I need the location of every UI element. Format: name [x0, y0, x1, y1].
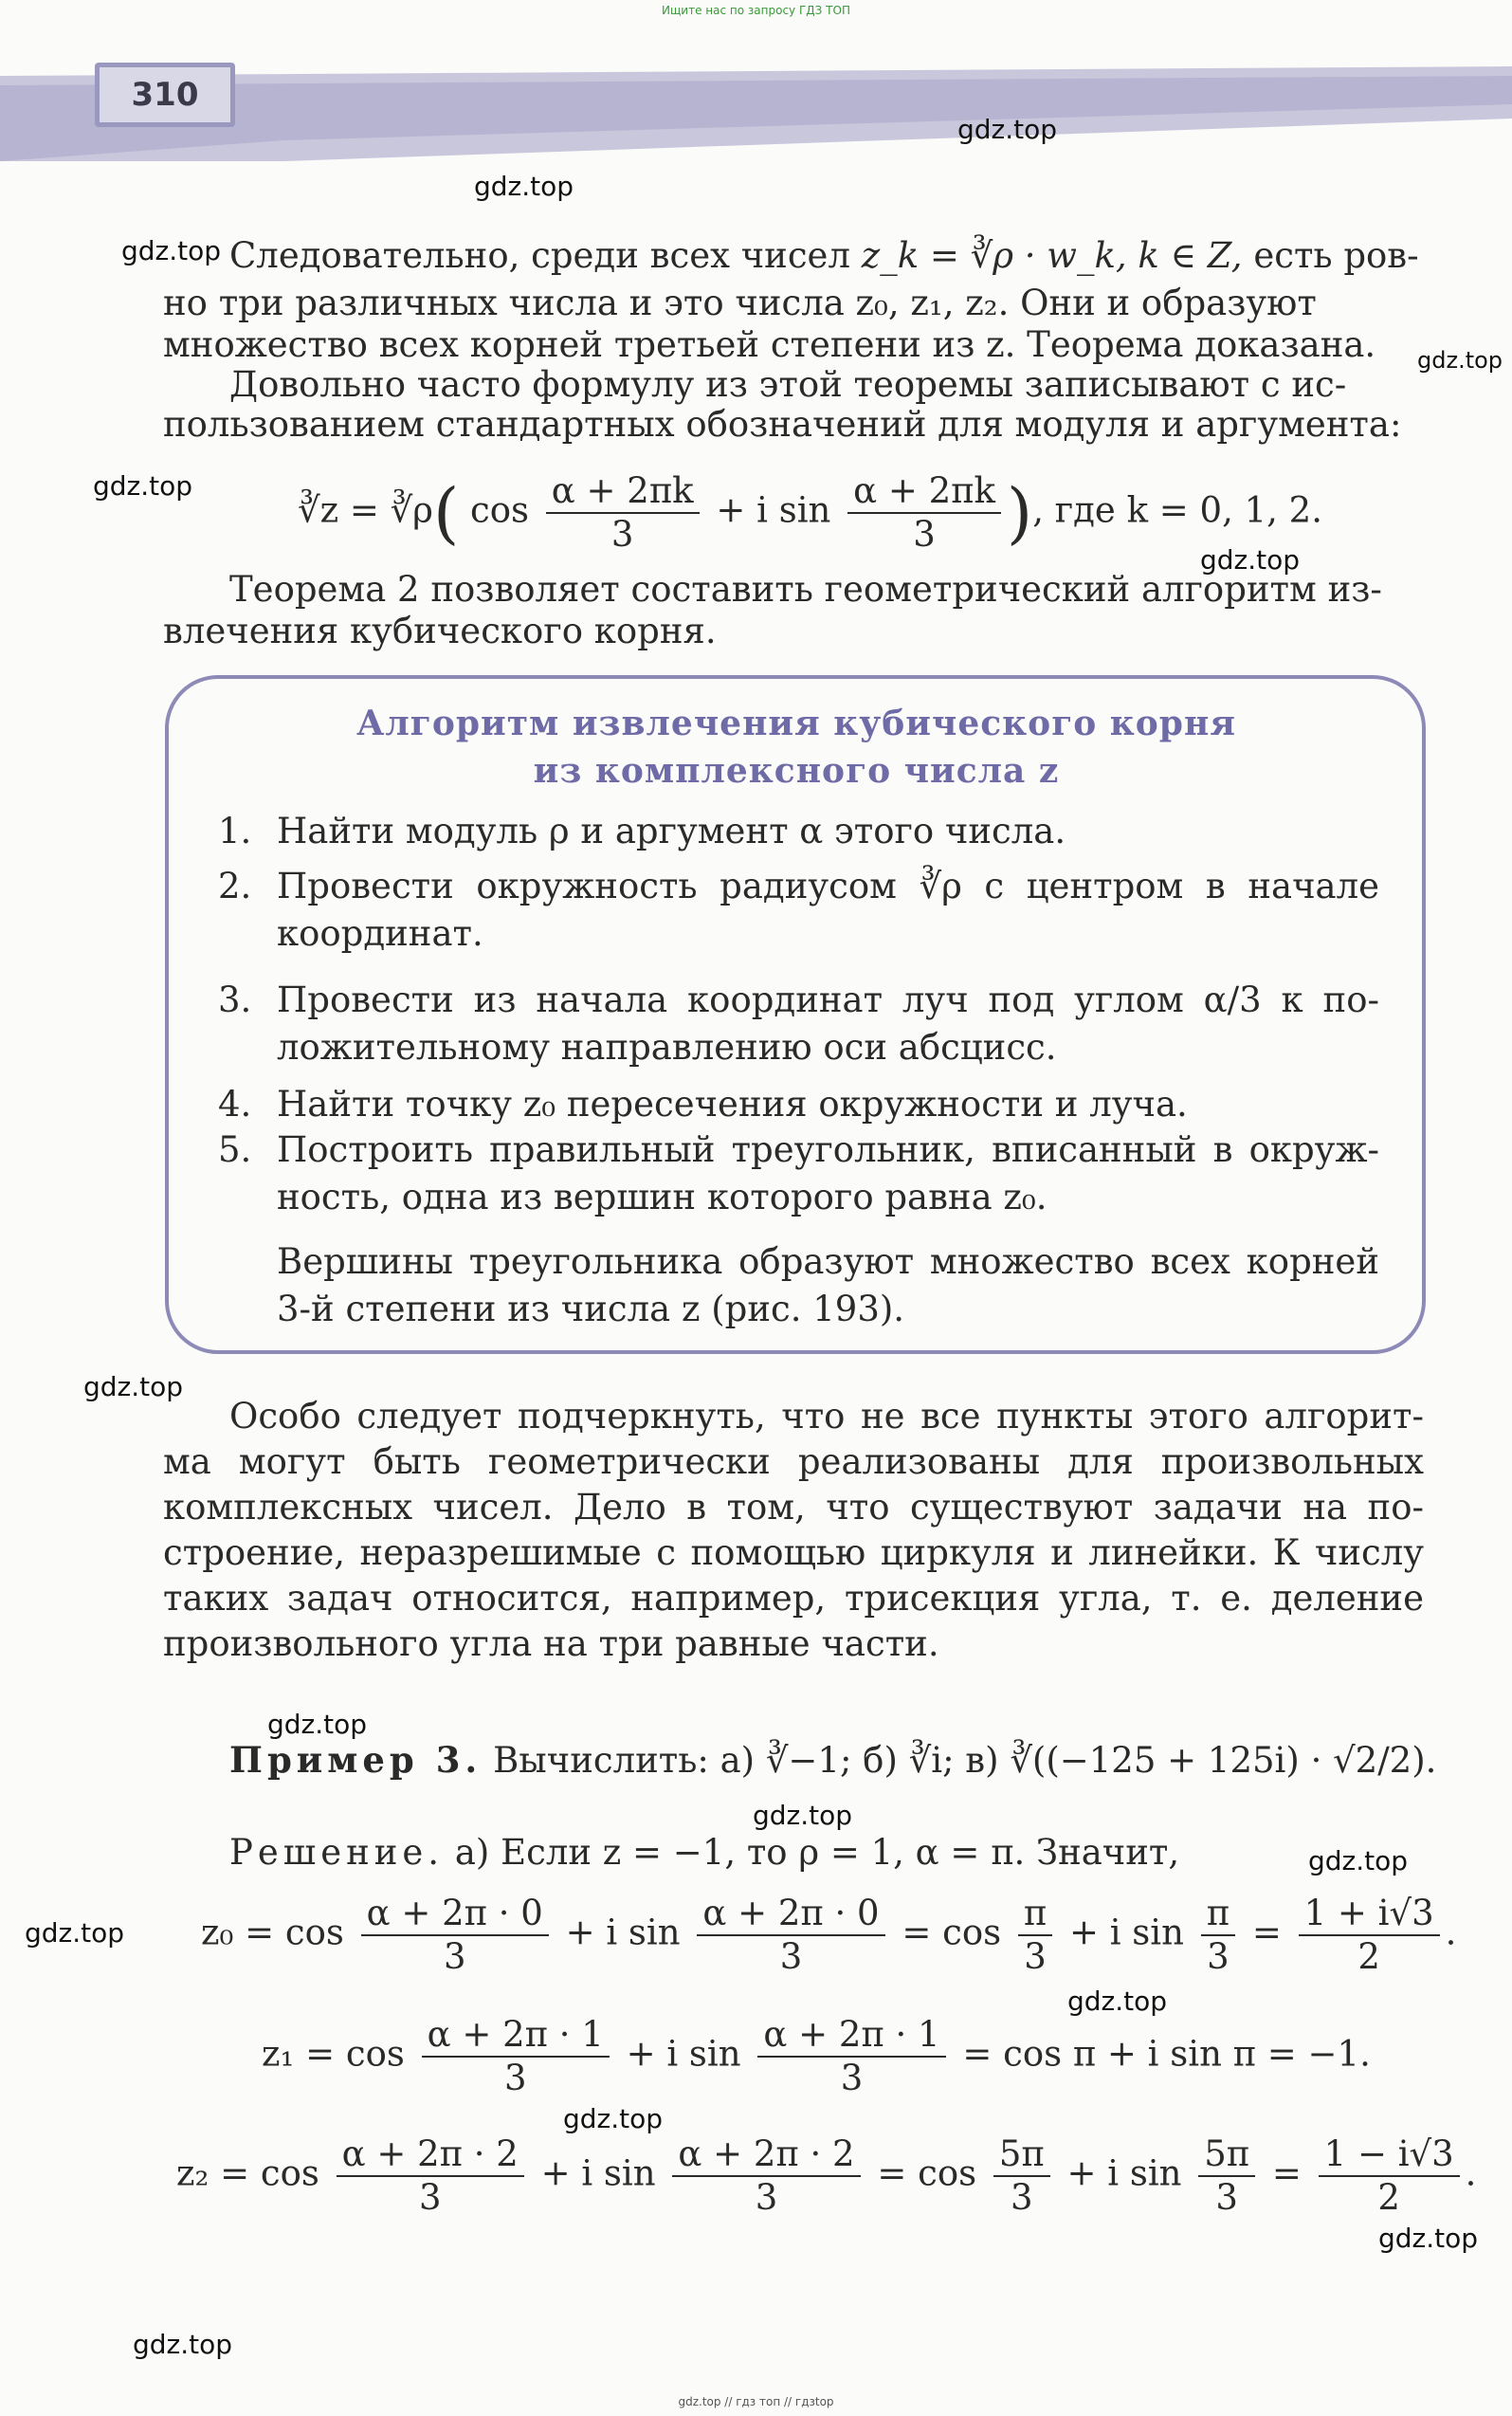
intro-line-1: Следовательно, среди всех чисел z_k = ∛ρ · w_k, k ∈ Z, есть ров- — [229, 235, 1419, 276]
intro-line-2: но три различных числа и это числа z₀, z₁, z₂. Они и образуют — [163, 283, 1317, 323]
watermark: gdz.top — [121, 235, 222, 266]
top-banner: Ищите нас по запросу ГДЗ ТОП — [662, 4, 850, 17]
bottom-banner: gdz.top // гдз топ // гдзtop — [678, 2395, 834, 2408]
cube-root-formula: ∛z = ∛ρ( cos $\frac{\alpha + 2\pi k}{3}$ + i sin $\frac{\alpha + 2\pi k}{3}$ ), где k = 0, 1, 2. — [298, 470, 1322, 555]
watermark: gdz.top — [1417, 347, 1503, 374]
watermark: gdz.top — [563, 2103, 664, 2134]
note-paragraph: Особо следует подчеркнуть, что не все пункты этого алгоритма могут быть геометрически реализованы для произвольных комплексных чисел. Дело в том, что существуют задачи на построение, неразрешимые с помощью циркуля и линейки. К числу таких задач относится, например, трисекция угла, т. е. деление произвольного угла на три равные части. — [163, 1396, 1424, 1664]
intro-line-5: пользованием стандартных обозначений для модуля и аргумента: — [163, 404, 1402, 445]
watermark: gdz.top — [133, 2329, 233, 2360]
solution-intro: Решение. а) Если z = −1, то ρ = 1, α = π. Значит, — [229, 1832, 1180, 1873]
example-3: Пример 3. Вычислить: а) ∛−1; б) ∛i; в) ∛((−125 + 125i) · √2/2). — [229, 1739, 1437, 1781]
theorem2-line-2: влечения кубического корня. — [163, 611, 717, 651]
watermark: gdz.top — [1067, 1986, 1168, 2017]
z1-formula: z₁ = cos $\frac{\alpha + 2\pi \cdot 1}{3}$ + i sin $\frac{\alpha + 2\pi \cdot 1}{3}$ = cos π + i sin π = −1. — [262, 2014, 1371, 2098]
intro-line-4: Довольно часто формулу из этой теоремы записывают с ис- — [229, 364, 1347, 405]
watermark: gdz.top — [267, 1709, 368, 1740]
page-number: 310 — [95, 63, 235, 127]
z2-formula: z₂ = cos $\frac{\alpha + 2\pi \cdot 2}{3}$ + i sin $\frac{\alpha + 2\pi \cdot 2}{3}$ = cos $\frac{5\pi}{3}$ + i sin $\frac{5\pi}{3}$ = $\frac{1 - i√3}{2}$ . — [176, 2133, 1477, 2218]
watermark: gdz.top — [474, 171, 574, 202]
watermark: gdz.top — [957, 114, 1058, 145]
algorithm-step: 2. Провести окружность радиусом ∛ρ с центром в начале координат. — [218, 866, 1379, 954]
watermark: gdz.top — [1378, 2223, 1479, 2254]
algorithm-conclusion: Вершины треугольника образуют множество всех корней 3-й степени из числа z (рис. 193). — [277, 1241, 1379, 1329]
algorithm-step: 5. Построить правильный треугольник, вписанный в окружность, одна из вершин которого равна z₀. — [218, 1129, 1379, 1217]
watermark: gdz.top — [93, 470, 193, 502]
theorem2-line-1: Теорема 2 позволяет составить геометрический алгоритм из- — [229, 569, 1382, 610]
algorithm-step: 3. Провести из начала координат луч под углом α/3 к положительному направлению оси абсцисс. — [218, 979, 1379, 1068]
watermark: gdz.top — [83, 1371, 184, 1402]
algorithm-step: 4. Найти точку z₀ пересечения окружности и луча. — [218, 1084, 1188, 1125]
z0-formula: z₀ = cos $\frac{\alpha + 2\pi \cdot 0}{3}$ + i sin $\frac{\alpha + 2\pi \cdot 0}{3}$ = cos $\frac{\pi}{3}$ + i sin $\frac{\pi}{3}$ = $\frac{1 + i√3}{2}$ . — [201, 1893, 1457, 1977]
intro-line-3: множество всех корней третьей степени из z. Теорема доказана. — [163, 324, 1376, 365]
algorithm-subtitle: из комплексного числа z — [533, 751, 1060, 791]
algorithm-step: 1. Найти модуль ρ и аргумент α этого числа. — [218, 811, 1066, 851]
algorithm-title: Алгоритм извлечения кубического корня — [356, 704, 1236, 743]
watermark: gdz.top — [1200, 544, 1301, 576]
watermark: gdz.top — [1308, 1845, 1409, 1876]
watermark: gdz.top — [753, 1800, 853, 1831]
watermark: gdz.top — [25, 1917, 125, 1949]
